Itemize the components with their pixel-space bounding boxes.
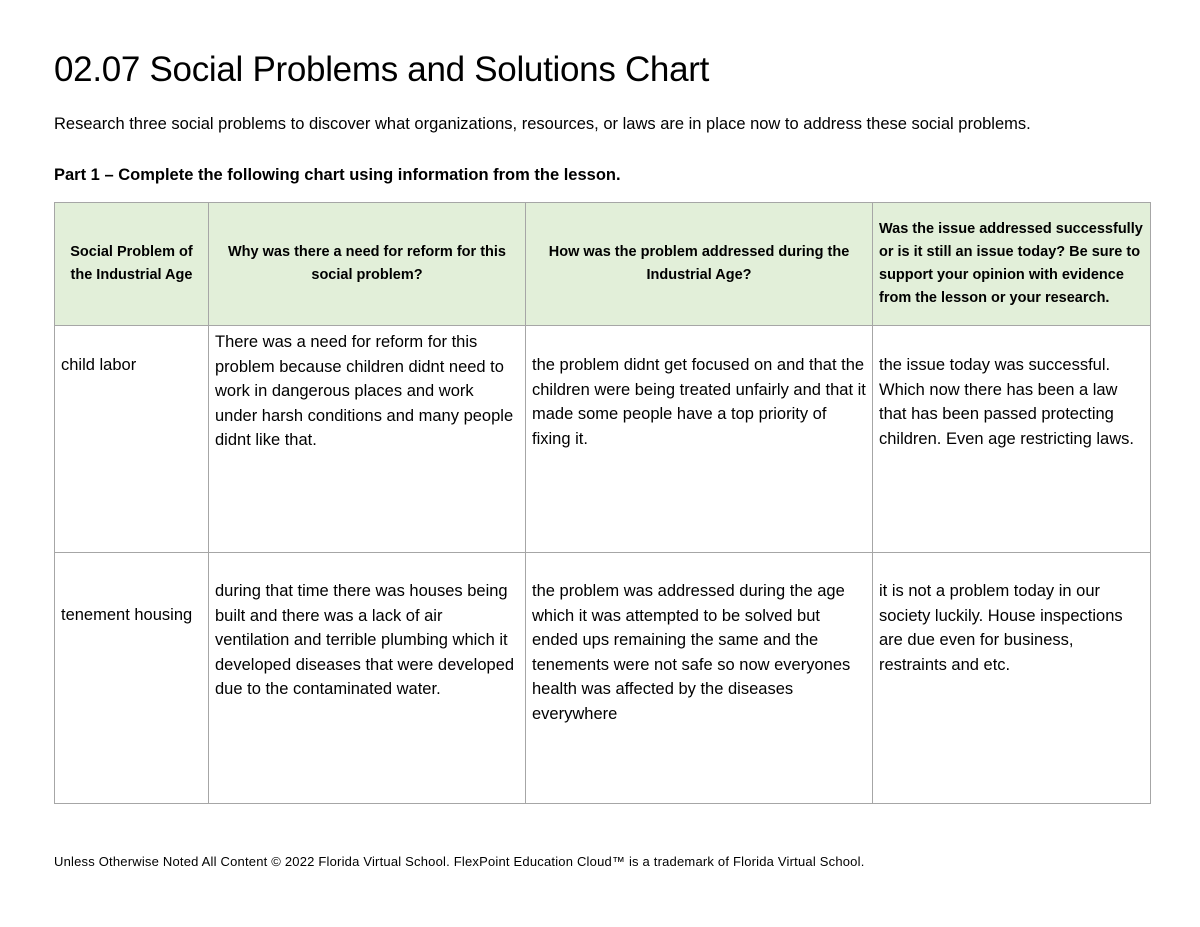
cell-outcome: the issue today was successful. Which now there has been a law that has been passed protecting children. Even age restricting laws. xyxy=(873,326,1151,553)
cell-outcome: it is not a problem today in our society luckily. House inspections are due even for business, restraints and etc. xyxy=(873,553,1151,804)
copyright-footer: Unless Otherwise Noted All Content © 2022 Florida Virtual School. FlexPoint Education Cloud™ is a trademark of Florida Virtual School. xyxy=(54,854,865,869)
part-heading: Part 1 – Complete the following chart using information from the lesson. xyxy=(54,166,621,184)
header-addressed-successfully: Was the issue addressed successfully or is it still an issue today? Be sure to support your opinion with evidence from the lesson or your research. xyxy=(873,203,1151,326)
cell-problem-name: tenement housing xyxy=(55,553,209,804)
table-row xyxy=(55,553,1151,804)
table-header-row xyxy=(55,203,1151,326)
header-social-problem: Social Problem of the Industrial Age xyxy=(55,203,209,326)
header-how-addressed: How was the problem addressed during the Industrial Age? xyxy=(526,203,873,326)
cell-problem-name: child labor xyxy=(55,326,209,553)
intro-paragraph: Research three social problems to discover what organizations, resources, or laws are in place now to address these social problems. xyxy=(54,115,1031,133)
cell-how-addressed: the problem was addressed during the age which it was attempted to be solved but ended ups remaining the same and the tenements were not safe so now everyones health was affected by the diseases everywhere xyxy=(526,553,873,804)
page-title: 02.07 Social Problems and Solutions Chart xyxy=(54,50,710,89)
header-need-for-reform: Why was there a need for reform for this social problem? xyxy=(209,203,526,326)
cell-need-for-reform: There was a need for reform for this problem because children didnt need to work in dangerous places and work under harsh conditions and many people didnt like that. xyxy=(209,326,526,553)
cell-how-addressed: the problem didnt get focused on and that the children were being treated unfairly and that it made some people have a top priority of fixing it. xyxy=(526,326,873,553)
problems-solutions-table xyxy=(54,202,1151,804)
cell-need-for-reform: during that time there was houses being built and there was a lack of air ventilation and terrible plumbing which it developed diseases that were developed due to the contaminated water. xyxy=(209,553,526,804)
table-row xyxy=(55,326,1151,553)
